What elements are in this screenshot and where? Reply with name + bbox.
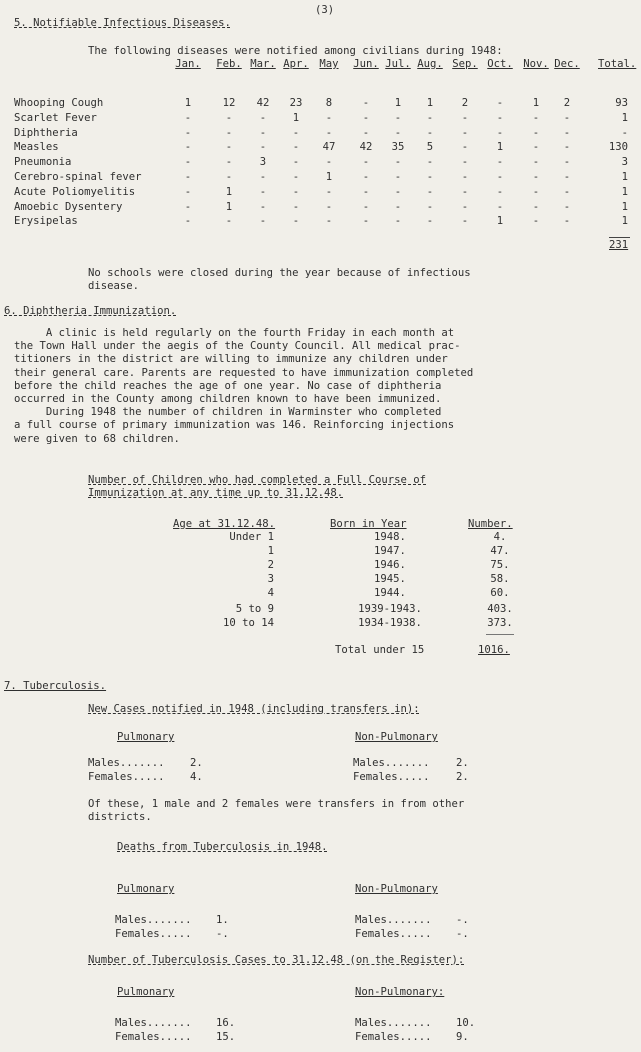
disease-cell: -: [259, 111, 267, 124]
month-header: Oct.: [487, 58, 513, 70]
deaths-non-pulmonary-header: Non-Pulmonary: [355, 883, 438, 895]
disease-cell: -: [184, 141, 192, 154]
disease-cell: -: [426, 215, 434, 228]
disease-cell: -: [362, 126, 370, 139]
disease-cell: -: [362, 171, 370, 183]
immunization-age: 1: [267, 545, 274, 557]
transfer-note-1: Of these, 1 male and 2 females were transfers in from other: [88, 798, 465, 810]
new-pul-males: 2.: [190, 757, 203, 769]
disease-cell: -: [496, 156, 504, 169]
register-non-pulmonary-header: Non-Pulmonary:: [355, 986, 445, 998]
deaths-pul-females: -.: [216, 928, 229, 940]
month-header: Apr.: [283, 58, 309, 70]
disease-cell: 2: [563, 97, 571, 109]
disease-cell: -: [225, 111, 233, 124]
disease-name: Acute Poliomyelitis: [14, 185, 136, 198]
disease-cell: -: [225, 215, 233, 228]
deaths-non-females: -.: [456, 928, 469, 940]
disease-cell: -: [325, 126, 333, 139]
immunization-age: 4: [267, 587, 274, 599]
new-non-females-label: Females.....: [353, 771, 430, 783]
immunization-age: 3: [267, 573, 274, 585]
paragraph-line: the Town Hall under the aegis of the County Council. All medical prac-: [14, 340, 461, 353]
disease-cell: -: [496, 171, 504, 183]
new-non-males-label: Males.......: [353, 757, 430, 769]
schools-note-1: No schools were closed during the year because of infectious: [88, 267, 471, 279]
disease-cell: -: [184, 156, 192, 169]
disease-cell: -: [563, 200, 571, 213]
disease-cell: -: [362, 97, 370, 109]
disease-cell: 47: [322, 141, 336, 154]
immunization-table-title-1: Number of Children who had completed a Full Course of: [88, 474, 427, 486]
register-non-males: 10.: [456, 1017, 476, 1029]
disease-cell: -: [394, 171, 402, 183]
immunization-number: 4.: [493, 531, 507, 543]
disease-cell: -: [184, 171, 192, 183]
disease-cell: -: [496, 126, 504, 139]
disease-cell: -: [461, 141, 469, 154]
disease-cell: -: [426, 126, 434, 139]
immunization-number: 373.: [487, 617, 513, 629]
disease-cell: 42: [359, 141, 373, 154]
disease-cell: 1: [225, 185, 233, 198]
disease-cell: 1: [426, 97, 434, 109]
disease-cell: 23: [289, 97, 303, 109]
section-5-intro: The following diseases were notified among civilians during 1948:: [88, 45, 503, 57]
month-header: Sep.: [452, 58, 478, 70]
disease-cell: -: [292, 200, 300, 213]
month-header: Nov.: [523, 58, 549, 70]
disease-cell: 2: [461, 97, 469, 109]
immunization-born-year: 1934-1938.: [358, 617, 422, 629]
disease-name: Erysipelas: [14, 215, 78, 228]
disease-cell: -: [259, 185, 267, 198]
disease-cell: -: [184, 200, 192, 213]
month-header: Jul.: [385, 58, 411, 70]
disease-cell: 5: [426, 141, 434, 154]
disease-cell: -: [225, 171, 233, 183]
section-6-heading: 6. Diphtheria Immunization.: [4, 305, 177, 317]
disease-cell: -: [325, 185, 333, 198]
disease-cell: -: [563, 156, 571, 169]
deaths-pulmonary-header: Pulmonary: [117, 883, 175, 895]
disease-total: 1: [621, 185, 628, 198]
disease-cell: -: [532, 111, 540, 124]
month-header: Dec.: [554, 58, 580, 70]
disease-cell: -: [394, 215, 402, 228]
deaths-pul-males: 1.: [216, 914, 229, 926]
disease-cell: -: [461, 156, 469, 169]
immunization-born-year: 1944.: [374, 587, 406, 599]
disease-name: Diphtheria: [14, 126, 78, 139]
new-pul-females-label: Females.....: [88, 771, 165, 783]
immunization-age: 2: [267, 559, 274, 571]
paragraph-line: occurred in the County among children known to have been immunized.: [14, 393, 442, 405]
total-rule: [609, 237, 630, 238]
register-heading: Number of Tuberculosis Cases to 31.12.48 (on the Register):: [88, 954, 465, 966]
disease-cell: -: [461, 215, 469, 228]
disease-cell: -: [563, 111, 571, 124]
disease-cell: -: [259, 215, 267, 228]
disease-cell: -: [292, 156, 300, 169]
disease-cell: -: [496, 185, 504, 198]
disease-cell: 1: [394, 97, 402, 109]
disease-cell: 1: [496, 215, 504, 228]
disease-cell: -: [259, 141, 267, 154]
disease-cell: -: [532, 126, 540, 139]
deaths-pul-females-label: Females.....: [115, 928, 192, 940]
disease-cell: -: [394, 111, 402, 124]
paragraph-line: During 1948 the number of children in Warminster who completed: [14, 406, 442, 419]
disease-cell: -: [426, 171, 434, 183]
immunization-age: 10 to 14: [222, 617, 274, 629]
disease-cell: -: [292, 171, 300, 183]
month-header: Jun.: [353, 58, 379, 70]
disease-total: 1: [621, 111, 628, 124]
new-non-females: 2.: [456, 771, 469, 783]
disease-cell: -: [259, 200, 267, 213]
disease-name: Cerebro-spinal fever: [14, 171, 142, 183]
immunization-born-year: 1946.: [374, 559, 406, 571]
register-pul-females-label: Females.....: [115, 1031, 192, 1043]
disease-name: Pneumonia: [14, 156, 72, 169]
disease-cell: -: [496, 97, 504, 109]
disease-cell: -: [394, 185, 402, 198]
disease-total: 3: [621, 156, 628, 169]
paragraph-line: their general care. Parents are requested to have immunization completed: [14, 366, 474, 379]
disease-cell: -: [496, 200, 504, 213]
disease-cell: -: [362, 111, 370, 124]
disease-name: Measles: [14, 141, 59, 154]
new-pul-females: 4.: [190, 771, 203, 783]
total-header: Total.: [598, 58, 637, 70]
disease-total: 93: [615, 97, 628, 109]
disease-cell: -: [563, 215, 571, 228]
col-number-header: Number.: [468, 518, 513, 530]
month-header: Mar.: [250, 58, 276, 70]
disease-cell: -: [426, 156, 434, 169]
disease-cell: 1: [292, 111, 300, 124]
immunization-number: 47.: [490, 545, 510, 557]
disease-total: 1: [621, 171, 628, 183]
disease-cell: -: [532, 156, 540, 169]
month-header: Jan.: [175, 58, 201, 70]
register-non-females-label: Females.....: [355, 1031, 432, 1043]
disease-name: Amoebic Dysentery: [14, 200, 123, 213]
disease-cell: -: [184, 126, 192, 139]
new-pul-males-label: Males.......: [88, 757, 165, 769]
disease-total: -: [621, 126, 628, 139]
deaths-pul-males-label: Males.......: [115, 914, 192, 926]
immunization-born-year: 1947.: [374, 545, 406, 557]
section-5-heading: 5. Notifiable Infectious Diseases.: [14, 17, 231, 29]
col-age-header: Age at 31.12.48.: [173, 518, 276, 530]
disease-cell: -: [225, 141, 233, 154]
disease-cell: -: [362, 200, 370, 213]
immunization-total-value: 1016.: [478, 644, 510, 656]
disease-total: 1: [621, 215, 628, 228]
disease-cell: 1: [532, 97, 540, 109]
disease-cell: -: [461, 171, 469, 183]
disease-cell: -: [225, 126, 233, 139]
disease-cell: -: [325, 111, 333, 124]
deaths-non-females-label: Females.....: [355, 928, 432, 940]
paragraph-line: were given to 68 children.: [14, 432, 180, 445]
disease-cell: 1: [496, 141, 504, 154]
immunization-number: 58.: [490, 573, 510, 585]
immunization-age: 5 to 9: [235, 603, 274, 615]
paragraph-line: titioners in the district are willing to immunize any children under: [14, 353, 448, 366]
disease-cell: 3: [259, 156, 267, 169]
disease-cell: 12: [222, 97, 236, 109]
register-pul-males: 16.: [216, 1017, 236, 1029]
register-non-males-label: Males.......: [355, 1017, 432, 1029]
disease-cell: -: [563, 171, 571, 183]
disease-cell: 1: [325, 171, 333, 183]
disease-cell: -: [362, 215, 370, 228]
disease-cell: -: [461, 200, 469, 213]
new-cases-heading: New Cases notified in 1948 (including transfers in):: [88, 703, 420, 715]
month-header: Aug.: [417, 58, 443, 70]
disease-cell: -: [532, 215, 540, 228]
disease-cell: -: [532, 185, 540, 198]
new-cases-non-pulmonary-header: Non-Pulmonary: [355, 731, 438, 743]
disease-cell: -: [563, 185, 571, 198]
disease-total: 1: [621, 200, 628, 213]
disease-cell: -: [292, 141, 300, 154]
disease-cell: -: [259, 126, 267, 139]
register-pulmonary-header: Pulmonary: [117, 986, 175, 998]
new-non-males: 2.: [456, 757, 469, 769]
disease-cell: -: [292, 126, 300, 139]
disease-cell: -: [325, 200, 333, 213]
deaths-non-males-label: Males.......: [355, 914, 432, 926]
disease-cell: 1: [225, 200, 233, 213]
section-7-heading: 7. Tuberculosis.: [4, 680, 107, 692]
disease-cell: 42: [256, 97, 270, 109]
immunization-number: 75.: [490, 559, 510, 571]
month-header: May: [319, 58, 339, 70]
disease-cell: -: [292, 215, 300, 228]
disease-cell: -: [325, 156, 333, 169]
paragraph-line: A clinic is held regularly on the fourth Friday in each month at: [14, 327, 455, 339]
disease-cell: 8: [325, 97, 333, 109]
disease-cell: -: [394, 200, 402, 213]
paragraph-line: a full course of primary immunization was 146. Reinforcing injections: [14, 419, 455, 432]
immunization-number: 60.: [490, 587, 510, 599]
disease-cell: 1: [184, 97, 192, 109]
disease-name: Scarlet Fever: [14, 111, 97, 124]
disease-name: Whooping Cough: [14, 97, 104, 109]
register-pul-females: 15.: [216, 1031, 236, 1043]
disease-cell: -: [292, 185, 300, 198]
immunization-total-label: Total under 15: [335, 644, 425, 656]
immunization-born-year: 1948.: [374, 531, 406, 543]
month-header: Feb.: [216, 58, 242, 70]
col-born-header: Born in Year: [330, 518, 407, 530]
register-pul-males-label: Males.......: [115, 1017, 192, 1029]
immunization-born-year: 1945.: [374, 573, 406, 585]
disease-cell: -: [426, 185, 434, 198]
schools-note-2: disease.: [88, 280, 140, 292]
disease-cell: -: [532, 171, 540, 183]
disease-cell: -: [362, 156, 370, 169]
disease-cell: -: [225, 156, 233, 169]
disease-cell: -: [532, 200, 540, 213]
disease-total: 130: [608, 141, 628, 154]
disease-cell: 35: [391, 141, 405, 154]
disease-cell: -: [532, 141, 540, 154]
disease-cell: -: [461, 126, 469, 139]
grand-total: 231: [609, 239, 629, 251]
disease-cell: -: [426, 111, 434, 124]
immunization-age: Under 1: [229, 531, 274, 543]
deaths-heading: Deaths from Tuberculosis in 1948.: [117, 841, 328, 853]
page-number: (3): [315, 4, 335, 16]
new-cases-pulmonary-header: Pulmonary: [117, 731, 175, 743]
immunization-born-year: 1939-1943.: [358, 603, 422, 615]
register-non-females: 9.: [456, 1031, 469, 1043]
disease-cell: -: [184, 185, 192, 198]
immunization-table-title-2: Immunization at any time up to 31.12.48.: [88, 487, 344, 499]
disease-cell: -: [394, 126, 402, 139]
deaths-non-males: -.: [456, 914, 469, 926]
disease-cell: -: [563, 141, 571, 154]
immunization-number: 403.: [487, 603, 513, 615]
disease-cell: -: [496, 111, 504, 124]
immunization-total-rule: [486, 634, 514, 635]
disease-cell: -: [426, 200, 434, 213]
disease-cell: -: [184, 111, 192, 124]
disease-cell: -: [325, 215, 333, 228]
disease-cell: -: [394, 156, 402, 169]
paragraph-line: before the child reaches the age of one year. No case of diphtheria: [14, 379, 442, 392]
transfer-note-2: districts.: [88, 811, 152, 823]
disease-cell: -: [184, 215, 192, 228]
disease-cell: -: [362, 185, 370, 198]
disease-cell: -: [461, 185, 469, 198]
disease-cell: -: [259, 171, 267, 183]
disease-cell: -: [563, 126, 571, 139]
disease-cell: -: [461, 111, 469, 124]
